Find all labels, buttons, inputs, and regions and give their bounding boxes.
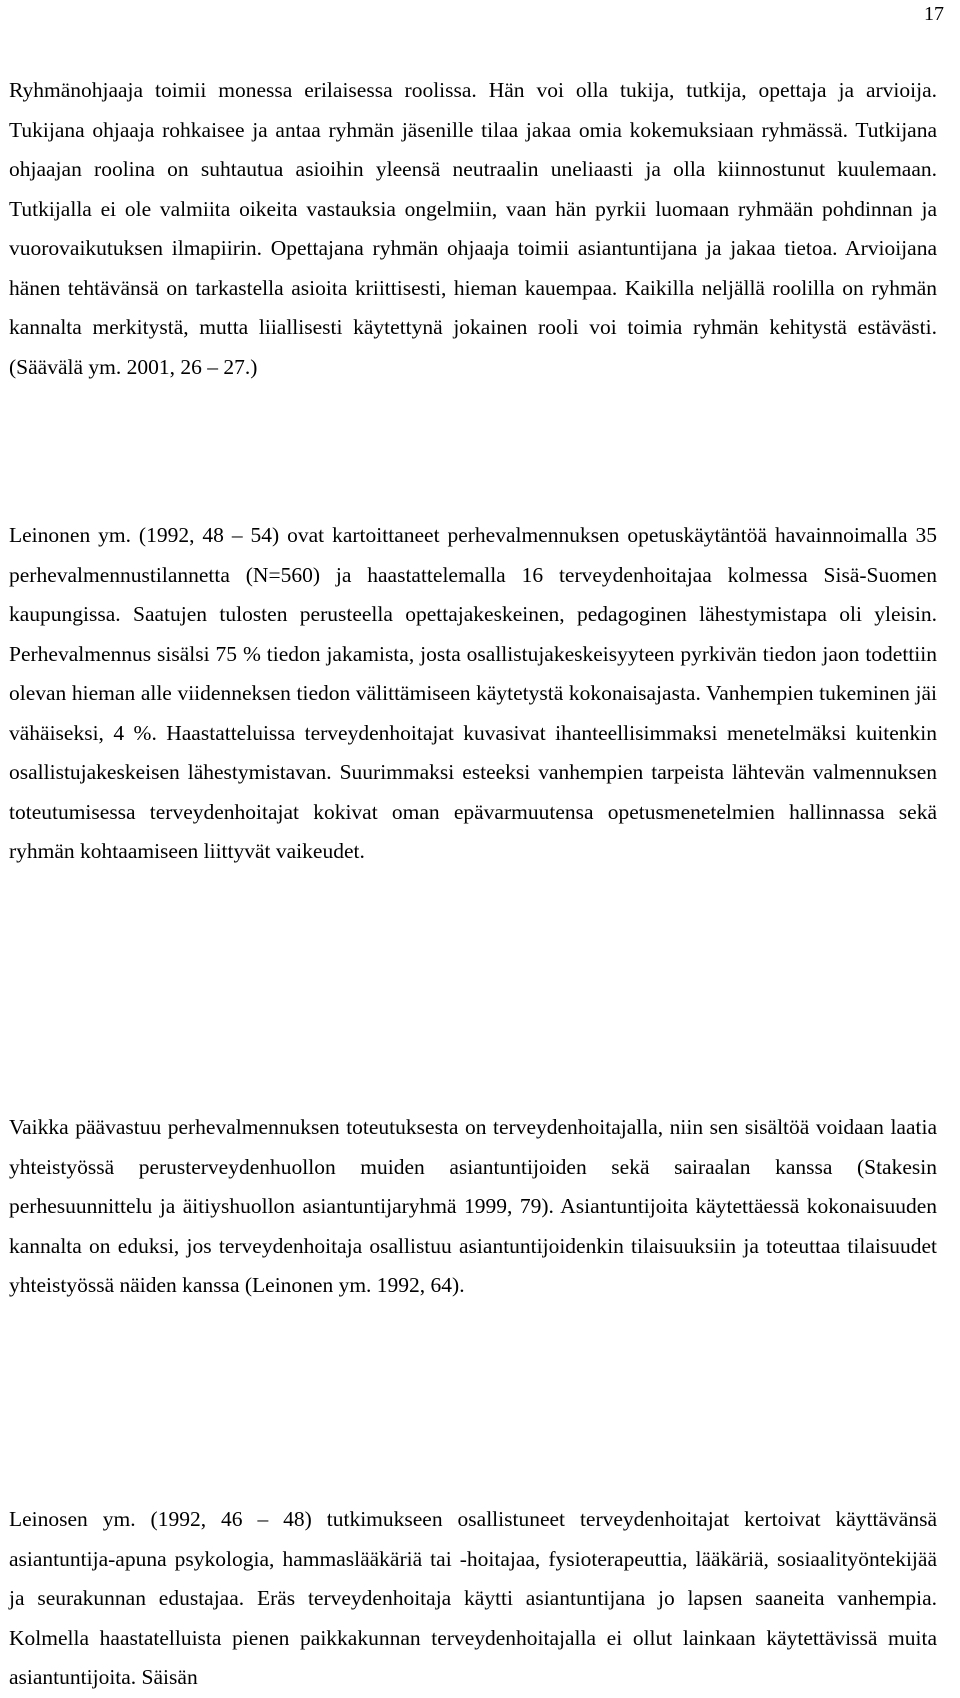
paragraph-group-roles: Ryhmänohjaaja toimii monessa erilaisessa roolissa. Hän voi olla tukija, tutkija, opettaja ja arvioija. Tukijana ohjaaja rohkaisee ja antaa ryhmän jäsenille tilaa jakaa omia kokemuksiaan ryhmässä. Tutkijana ohjaajan roolina on suhtautua asioihin yleensä neutraalin uneliaasti ja olla kiinnostunut kuulemaan. Tutkijalla ei ole valmiita oikeita vastauksia ongelmiin, vaan hän pyrkii luomaan ryhmään pohdinnan ja vuorovaikutuksen ilmapiirin. Opettajana ryhmän ohjaaja toimii asiantuntijana ja jakaa tietoa. Arvioijana hänen tehtävänsä on tarkastella asioita kriittisesti, hieman kauempaa. Kaikilla neljällä roolilla on ryhmän kannalta merkitystä, mutta liiallisesti käytettynä jokainen rooli voi toimia ryhmän kehitystä estävästi. (Säävälä ym. 2001, 26 – 27.)	[9, 78, 937, 379]
paragraph-leinonen-study: Leinonen ym. (1992, 48 – 54) ovat kartoittaneet perhevalmennuksen opetuskäytäntöä havainnoimalla 35 perhevalmennustilannetta (N=560) ja haastattelemalla 16 terveydenhoitajaa kolmessa Sisä-Suomen kaupungissa. Saatujen tulosten perusteella opettajakeskeinen, pedagoginen lähestymistapa oli yleisin. Perhevalmennus sisälsi 75 % tiedon jakamista, josta osallistujakeskeisyyteen pyrkivän tiedon jaon todettiin olevan hieman alle viidenneksen tiedon välittämiseen käytetystä kokonaisajasta. Vanhempien tukeminen jäi vähäiseksi, 4 %. Haastatteluissa terveydenhoitajat kuvasivat ihanteellisimmaksi menetelmäksi kuitenkin osallistujakeskeisen lähestymistavan. Suurimmaksi esteeksi vanhempien tarpeista lähtevän valmennuksen toteutumisessa terveydenhoitajat kokivat oman epävarmuutensa opetusmenetelmien hallinnassa sekä ryhmän kohtaamiseen liittyvät vaikeudet.	[9, 523, 937, 863]
paragraph-experts: Leinosen ym. (1992, 46 – 48) tutkimukseen osallistuneet terveydenhoitajat kertoivat käyttävänsä asiantuntija-apuna psykologia, hammaslääkäriä tai -hoitajaa, fysioterapeuttia, lääkäriä, sosiaalityöntekijää ja seurakunnan edustajaa. Eräs terveydenhoitaja käytti asiantuntijana jo lapsen saaneita vanhempia. Kolmella haastatelluista pienen paikkakunnan terveydenhoitajalla ei ollut lainkaan käytettävissä muita asiantuntijoita. Säisän	[9, 1507, 937, 1689]
paragraph-responsibility: Vaikka päävastuu perhevalmennuksen toteutuksesta on terveydenhoitajalla, niin sen sisältöä voidaan laatia yhteistyössä perusterveydenhuollon muiden asiantuntijoiden sekä sairaalan kanssa (Stakesin perhesuunnittelu ja äitiyshuollon asiantuntijaryhmä 1999, 79). Asiantuntijoita käytettäessä kokonaisuuden kannalta on eduksi, jos terveydenhoitaja osallistuu asiantuntijoidenkin tilaisuuksiin ja toteuttaa tilaisuudet yhteistyössä näiden kanssa (Leinonen ym. 1992, 64).	[9, 1115, 937, 1297]
page-number: 17	[924, 3, 944, 25]
